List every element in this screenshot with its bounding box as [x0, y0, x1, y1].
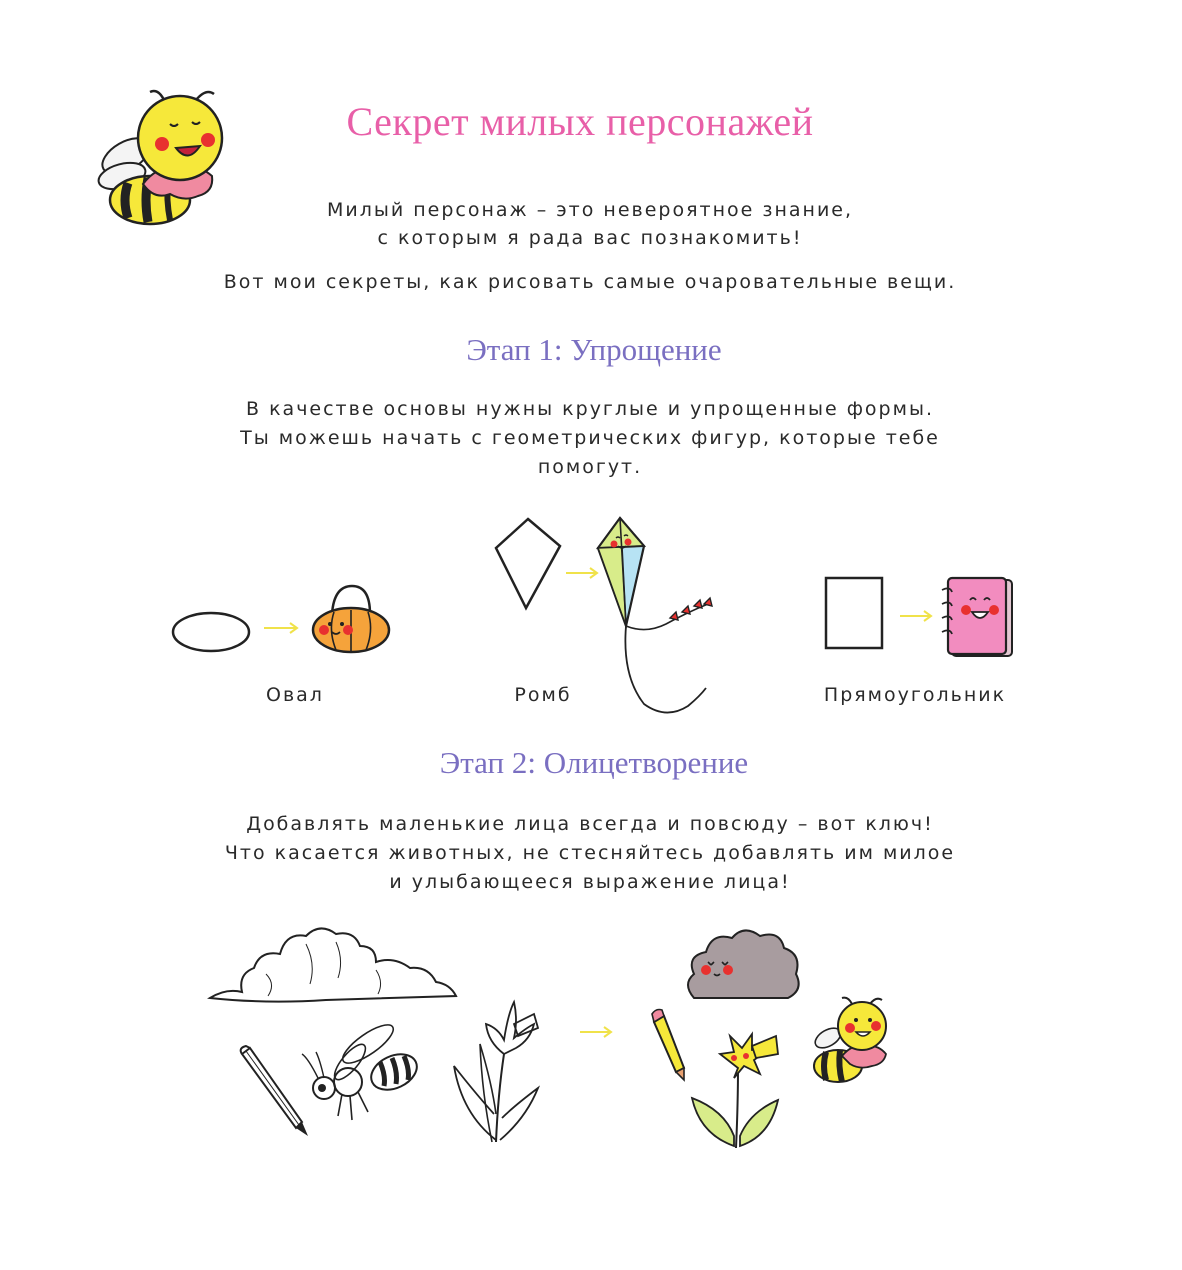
notebook-illustration	[938, 574, 1022, 660]
step1-line: помогут.	[537, 456, 643, 478]
step2-paragraph	[190, 810, 990, 897]
oval-label: Овал	[266, 684, 324, 706]
step1-line: Ты можешь начать с геометрических фигур, которые тебе	[240, 427, 940, 449]
realistic-cloud-drawing	[206, 924, 458, 1010]
cute-cloud-illustration	[684, 926, 804, 1002]
step2-heading: Этап 2: Олицетворение	[439, 745, 749, 780]
step2-line: и улыбающееся выражение лица!	[389, 871, 791, 893]
rhombus-shape	[492, 516, 564, 612]
cute-flower-illustration	[690, 1024, 790, 1148]
realistic-daffodil-drawing	[452, 994, 542, 1142]
step1-paragraph	[190, 395, 990, 482]
basket-illustration	[308, 580, 394, 656]
rhombus-label: Ромб	[514, 684, 572, 706]
cute-bee-illustration	[806, 994, 892, 1086]
rectangle-label: Прямоугольник	[823, 684, 1007, 706]
step2-line: Что касается животных, не стесняйтесь добавлять им милое	[224, 842, 956, 864]
cute-pencil-illustration	[650, 1008, 690, 1080]
arrow-icon	[262, 620, 302, 636]
secret-line: Вот мои секреты, как рисовать самые очаровательные вещи.	[223, 271, 957, 293]
arrow-icon	[898, 608, 938, 624]
bee-illustration	[88, 88, 238, 228]
oval-shape	[170, 610, 254, 656]
intro-paragraph	[240, 196, 940, 252]
step2-line: Добавлять маленькие лица всегда и повсюду – вот ключ!	[246, 813, 934, 835]
intro-line: с которым я рада вас познакомить!	[377, 227, 803, 249]
intro-line: Милый персонаж – это невероятное знание,	[326, 199, 854, 221]
page-title: Секрет милых персонажей	[346, 99, 814, 144]
arrow-icon	[578, 1024, 618, 1040]
kite-illustration	[596, 516, 728, 718]
realistic-bee-drawing	[298, 1016, 426, 1124]
step1-line: В качестве основы нужны круглые и упрощенные формы.	[246, 398, 934, 420]
step1-heading: Этап 1: Упрощение	[466, 332, 722, 367]
rectangle-shape	[824, 576, 886, 652]
